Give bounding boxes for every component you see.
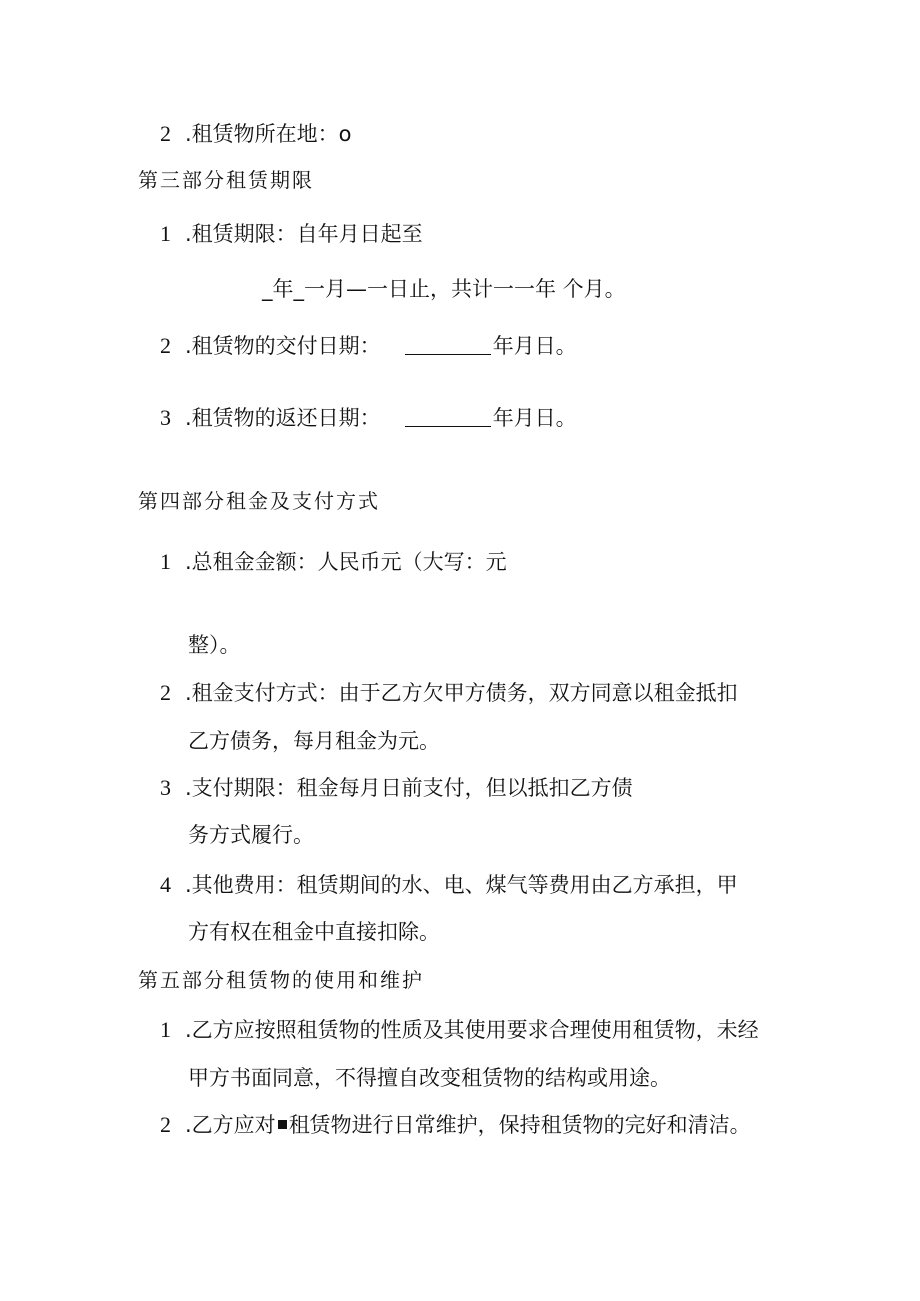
list-item [160, 548, 507, 576]
list-item [160, 1016, 759, 1044]
item-text-suffix: 租赁物进行日常维护，保持租赁物的完好和清洁。 [288, 1113, 751, 1137]
item-number: 3 [160, 775, 171, 800]
item-text-suffix: 年月日。 [492, 334, 577, 358]
item-number: 1 [160, 1017, 171, 1042]
blank-line [405, 406, 491, 427]
item-text: .租赁期限：自年月日起至 [185, 222, 423, 246]
item-text: .租赁物的返还日期： [185, 406, 381, 430]
item-text: .支付期限：租金每月日前支付，但以抵扣乙方债 [185, 776, 633, 800]
item-number: 1 [160, 549, 171, 574]
item-text: .其他费用：租赁期间的水、电、煤气等费用由乙方承担，甲 [185, 873, 738, 897]
item-number: 2 [160, 121, 171, 146]
list-item [160, 332, 577, 360]
item-number: 1 [160, 221, 171, 246]
square-bullet-icon [278, 1120, 287, 1129]
blank-line [405, 334, 491, 355]
list-item [160, 404, 577, 432]
list-item [160, 774, 633, 802]
item-number: 3 [160, 405, 171, 430]
item-continuation: 务方式履行。 [188, 823, 314, 847]
item-text: .乙方应按照租赁物的性质及其使用要求合理使用租赁物，未经 [185, 1018, 759, 1042]
item-text: .乙方应对 [185, 1113, 276, 1137]
item-text-suffix: 年月日。 [492, 406, 577, 430]
list-item [160, 871, 738, 899]
item-continuation: _年_一月—一日止，共计一一年 个月。 [262, 277, 626, 301]
section-heading-5: 第五部分租赁物的使用和维护 [138, 968, 424, 992]
section-heading-4: 第四部分租金及支付方式 [138, 489, 380, 513]
item-continuation: 甲方书面同意，不得擅自改变租赁物的结构或用途。 [188, 1066, 671, 1090]
list-item [160, 120, 352, 148]
list-item [160, 1111, 751, 1139]
section-heading-3: 第三部分租赁期限 [138, 168, 314, 192]
item-text: .租赁物的交付日期： [185, 334, 381, 358]
list-item [160, 679, 738, 707]
item-continuation: 乙方债务，每月租金为元。 [188, 729, 440, 753]
item-continuation: 方有权在租金中直接扣除。 [188, 920, 440, 944]
item-text: .租赁物所在地：o [185, 122, 352, 146]
item-number: 2 [160, 680, 171, 705]
list-item [160, 220, 423, 248]
item-text: .总租金金额：人民币元（大写：元 [185, 550, 507, 574]
item-number: 4 [160, 872, 171, 897]
item-continuation: 整）。 [188, 633, 241, 657]
item-text: .租金支付方式：由于乙方欠甲方债务，双方同意以租金抵扣 [185, 681, 738, 705]
item-number: 2 [160, 1112, 171, 1137]
item-number: 2 [160, 333, 171, 358]
